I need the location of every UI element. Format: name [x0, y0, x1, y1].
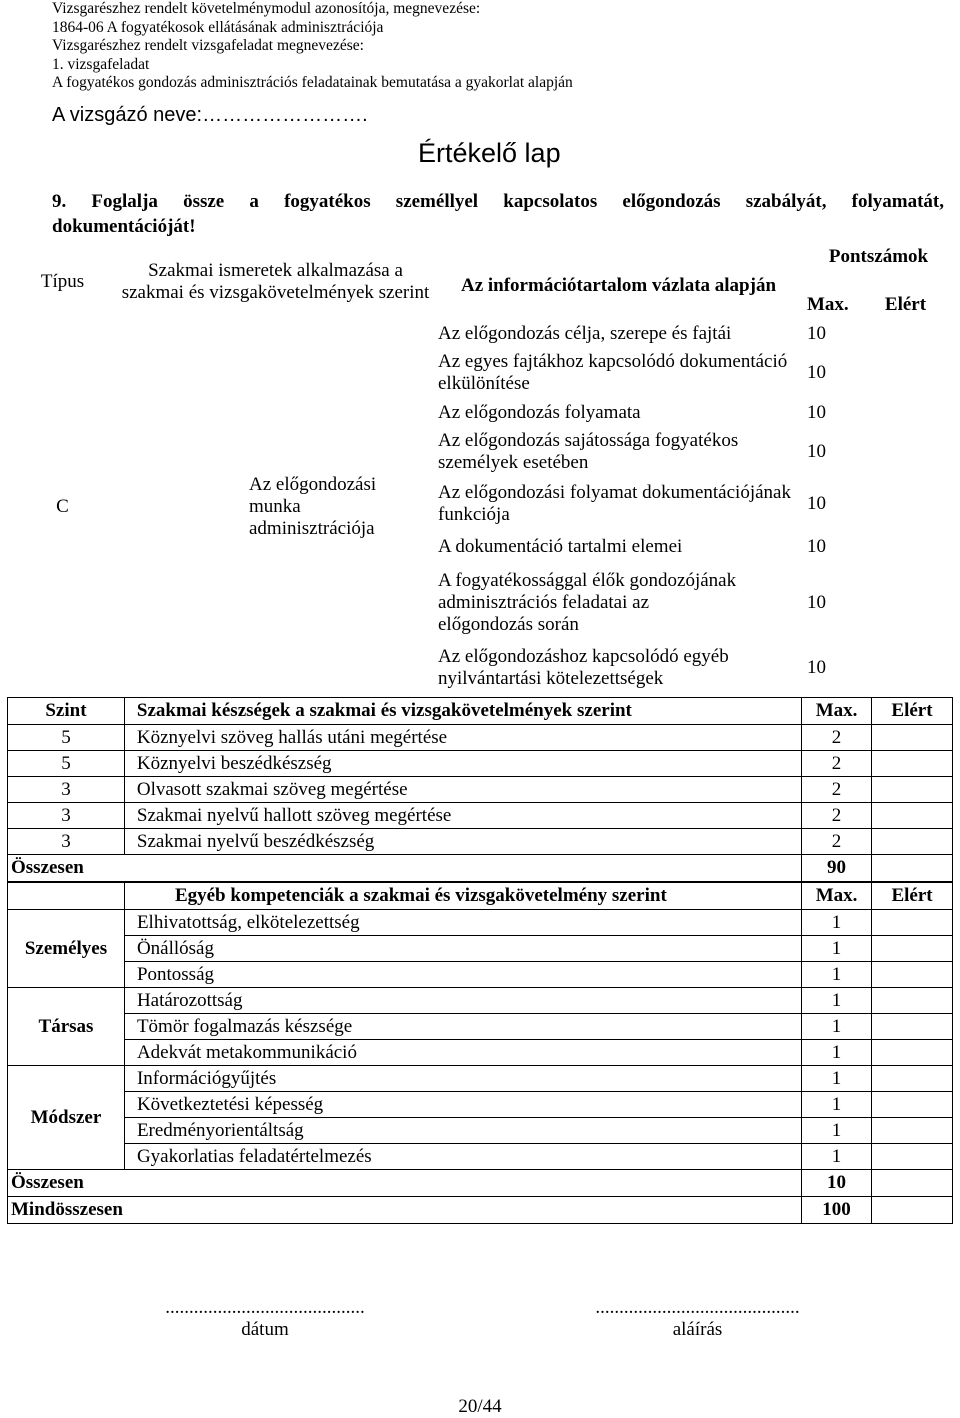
col-header-max: Max.: [807, 294, 849, 315]
group-personal: Személyes: [8, 910, 125, 988]
competency-achieved[interactable]: [872, 1144, 953, 1170]
sign-label: aláírás: [672, 1319, 723, 1340]
competency-text: Határozottság: [124, 988, 801, 1014]
subtotal-label: Összesen: [8, 1170, 802, 1197]
col-header-skills: Szakmai készségek a szakmai és vizsgakövetelmények szerint: [124, 698, 801, 725]
skill-text: Köznyelvi szöveg hallás utáni megértése: [124, 725, 801, 751]
competency-max: 1: [802, 988, 872, 1014]
criterion-achieved[interactable]: [858, 399, 953, 426]
skill-level: 3: [8, 803, 125, 829]
competency-achieved[interactable]: [872, 1014, 953, 1040]
type-cell: C: [56, 496, 69, 517]
empty-header-cell: [8, 883, 125, 910]
competency-achieved[interactable]: [872, 1066, 953, 1092]
competency-text: Adekvát metakommunikáció: [124, 1040, 801, 1066]
skill-text: Szakmai nyelvű hallott szöveg megértése: [124, 803, 801, 829]
topic-cell: Az előgondozási munka adminisztrációja: [249, 474, 377, 539]
skill-achieved[interactable]: [872, 803, 953, 829]
criterion-max: 10: [807, 362, 826, 383]
criterion-text: A fogyatékossággal élők gondozójának adminisztrációs feladatai az előgondozás során: [438, 570, 737, 635]
grand-total-achieved[interactable]: [872, 1197, 953, 1224]
competency-max: 1: [802, 1040, 872, 1066]
col-header-max: Max.: [802, 883, 872, 910]
criterion-achieved[interactable]: [858, 530, 953, 564]
criterion-max: 10: [807, 493, 826, 514]
criterion-text: Az előgondozáshoz kapcsolódó egyéb nyilvántartási kötelezettségek: [438, 646, 729, 689]
competency-max: 1: [802, 1144, 872, 1170]
col-header-achieved: Elért: [884, 294, 927, 315]
competency-max: 1: [802, 1118, 872, 1144]
criterion-achieved[interactable]: [858, 320, 953, 347]
skill-text: Olvasott szakmai szöveg megértése: [124, 777, 801, 803]
date-dots: ..........................................: [165, 1297, 365, 1318]
criterion-max: 10: [807, 441, 826, 462]
skill-max: 2: [802, 751, 872, 777]
competency-achieved[interactable]: [872, 1040, 953, 1066]
skills-table: [7, 697, 953, 882]
competency-text: Információgyűjtés: [124, 1066, 801, 1092]
competency-text: Eredményorientáltság: [124, 1118, 801, 1144]
criterion-achieved[interactable]: [858, 347, 953, 399]
skill-level: 3: [8, 829, 125, 855]
criterion-text: Az előgondozás sajátossága fogyatékos személyek esetében: [438, 430, 739, 473]
col-header-competencies: Egyéb kompetenciák a szakmai és vizsgakövetelmény szerint: [124, 883, 801, 910]
skill-text: Szakmai nyelvű beszédkészség: [124, 829, 801, 855]
criterion-max: 10: [807, 536, 826, 557]
skill-achieved[interactable]: [872, 829, 953, 855]
skill-level: 3: [8, 777, 125, 803]
competency-max: 1: [802, 910, 872, 936]
skill-max: 2: [802, 829, 872, 855]
header-line: Vizsgarészhez rendelt követelménymodul azonosítója, megnevezése:: [52, 0, 481, 17]
competencies-table: [7, 882, 953, 1224]
col-header-info-outline: Az információtartalom vázlata alapján: [460, 275, 777, 296]
skill-max: 2: [802, 725, 872, 751]
grand-total-label: Mindösszesen: [8, 1197, 802, 1224]
skill-achieved[interactable]: [872, 751, 953, 777]
sign-dots: ...........................................: [595, 1297, 800, 1318]
competency-max: 1: [802, 936, 872, 962]
competency-text: Önállóság: [124, 936, 801, 962]
criterion-max: 10: [807, 322, 826, 344]
skill-text: Köznyelvi beszédkészség: [124, 751, 801, 777]
criterion-text: Az előgondozási folyamat dokumentációjának funkciója: [438, 482, 791, 525]
group-social: Társas: [8, 988, 125, 1066]
page-number: 20/44: [458, 1396, 502, 1417]
col-header-type: Típus: [40, 271, 85, 292]
competency-text: Elhivatottság, elkötelezettség: [124, 910, 801, 936]
criterion-text: Az egyes fajtákhoz kapcsolódó dokumentáció elkülönítése: [438, 351, 788, 394]
header-line: 1864-06 A fogyatékosok ellátásának adminisztrációja: [52, 18, 384, 36]
criterion-max: 10: [807, 657, 826, 678]
competency-text: Következtetési képesség: [124, 1092, 801, 1118]
criterion-text: A dokumentáció tartalmi elemei: [438, 536, 683, 557]
date-label: dátum: [241, 1319, 289, 1340]
criterion-achieved[interactable]: [858, 426, 953, 478]
subtotal-label: Összesen: [8, 855, 802, 882]
col-header-level: Szint: [8, 698, 125, 725]
competency-text: Gyakorlatias feladatértelmezés: [124, 1144, 801, 1170]
competency-max: 1: [802, 962, 872, 988]
subtotal-value: 10: [802, 1170, 872, 1197]
subtotal-achieved[interactable]: [872, 1170, 953, 1197]
competency-text: Pontosság: [124, 962, 801, 988]
grand-total-value: 100: [802, 1197, 872, 1224]
header-line: A fogyatékos gondozás adminisztrációs feladatainak bemutatása a gyakorlat alapján: [52, 74, 573, 91]
header-line: 1. vizsgafeladat: [52, 55, 150, 73]
question-text: 9. Foglalja össze a fogyatékos személlyel kapcsolatos előgondozás szabályát, folyamatát,: [52, 191, 944, 212]
col-header-professional-knowledge: Szakmai ismeretek alkalmazása a szakmai és vizsgakövetelmények szerint: [121, 260, 430, 303]
date-signature-block: [135, 1297, 395, 1341]
criterion-max: 10: [807, 592, 826, 613]
competency-achieved[interactable]: [872, 1092, 953, 1118]
question-text-cont: dokumentációját!: [52, 216, 196, 237]
subtotal-achieved[interactable]: [872, 855, 953, 882]
col-header-points: Pontszámok: [828, 246, 929, 267]
document-header: [52, 0, 573, 93]
skill-achieved[interactable]: [872, 777, 953, 803]
col-header-achieved: Elért: [872, 883, 953, 910]
col-header-max: Max.: [802, 698, 872, 725]
competency-achieved[interactable]: [872, 910, 953, 936]
sign-signature-block: [565, 1297, 830, 1341]
knowledge-table: [7, 244, 953, 694]
skill-max: 2: [802, 777, 872, 803]
skill-max: 2: [802, 803, 872, 829]
competency-achieved[interactable]: [872, 962, 953, 988]
group-method: Módszer: [8, 1066, 125, 1170]
competency-achieved[interactable]: [872, 1118, 953, 1144]
competency-achieved[interactable]: [872, 936, 953, 962]
criterion-text: Az előgondozás folyamata: [438, 401, 641, 423]
skill-achieved[interactable]: [872, 725, 953, 751]
criterion-achieved[interactable]: [858, 478, 953, 530]
competency-max: 1: [802, 1092, 872, 1118]
page-title: Értékelő lap: [418, 138, 561, 168]
skill-level: 5: [8, 725, 125, 751]
criterion-text: Az előgondozás célja, szerepe és fajtái: [438, 322, 732, 344]
examinee-name-line: A vizsgázó neve:…………………….: [52, 104, 368, 126]
competency-text: Tömör fogalmazás készsége: [124, 1014, 801, 1040]
skill-level: 5: [8, 751, 125, 777]
competency-max: 1: [802, 1014, 872, 1040]
criterion-max: 10: [807, 401, 826, 423]
competency-achieved[interactable]: [872, 988, 953, 1014]
competency-max: 1: [802, 1066, 872, 1092]
col-header-achieved: Elért: [872, 698, 953, 725]
criterion-achieved[interactable]: [858, 564, 953, 642]
subtotal-value: 90: [802, 855, 872, 882]
criterion-achieved[interactable]: [858, 642, 953, 694]
header-line: Vizsgarészhez rendelt vizsgafeladat megnevezése:: [52, 37, 364, 54]
